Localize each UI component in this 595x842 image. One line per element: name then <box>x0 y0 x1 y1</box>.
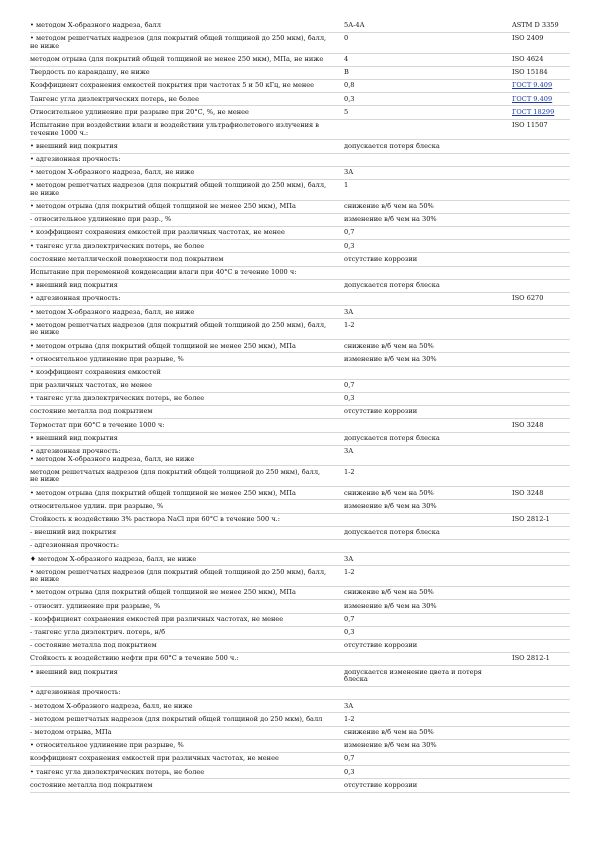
property-value: изменение в/б чем на 30% <box>344 213 512 226</box>
property-name: Стойкость к воздействию 3% раствора NaCl при 60°С в течение 500 ч.: <box>30 513 344 526</box>
table-row <box>30 240 570 253</box>
property-value: 0 <box>344 32 512 53</box>
property-name: • методом Х-образного надреза, балл, не ниже <box>30 166 344 179</box>
property-name: состояние металла под покрытием <box>30 779 344 792</box>
test-standard <box>512 319 570 340</box>
property-value: 1-2 <box>344 319 512 340</box>
property-name: Коэффициент сохранения емкостей покрытия при частотах 5 и 50 кГц, не менее <box>30 80 344 93</box>
property-value: 0,7 <box>344 613 512 626</box>
property-name: • относительное удлинение при разрыве, % <box>30 353 344 366</box>
table-row <box>30 739 570 752</box>
property-name: Испытание при переменной конденсации влаги при 40°С в течение 1000 ч: <box>30 266 344 279</box>
property-name: при различных частотах, не менее <box>30 379 344 392</box>
property-value: 3А <box>344 553 512 566</box>
test-standard <box>512 639 570 652</box>
property-value: снижение в/б чем на 50% <box>344 726 512 739</box>
property-value <box>344 293 512 306</box>
test-standard: ISO 11507 <box>512 119 570 140</box>
test-standard <box>512 526 570 539</box>
property-name: Твердость по карандашу, не ниже <box>30 66 344 79</box>
test-standard <box>512 279 570 292</box>
property-value <box>344 153 512 166</box>
property-value: отсутствие коррозии <box>344 253 512 266</box>
table-row <box>30 213 570 226</box>
property-name: Термостат при 60°С в течение 1000 ч: <box>30 419 344 432</box>
table-row <box>30 279 570 292</box>
property-name: Испытание при воздействии влаги и воздействии ультрафиолетового излучения в течение 1000 ч.: <box>30 119 344 140</box>
table-row <box>30 639 570 652</box>
test-standard: ISO 2812-1 <box>512 513 570 526</box>
test-standard <box>512 306 570 319</box>
table-row <box>30 366 570 379</box>
test-standard <box>512 466 570 487</box>
property-name: состояние металлической поверхности под покрытием <box>30 253 344 266</box>
test-standard <box>512 166 570 179</box>
table-row <box>30 153 570 166</box>
property-value: 0,7 <box>344 753 512 766</box>
test-standard <box>512 266 570 279</box>
table-row <box>30 200 570 213</box>
table-row <box>30 379 570 392</box>
standard-link[interactable]: ГОСТ 9.409 <box>512 81 553 90</box>
table-row <box>30 93 570 106</box>
property-value: 0,3 <box>344 240 512 253</box>
property-name: • методом отрыва (для покрытий общей толщиной не менее 250 мкм), МПа <box>30 487 344 500</box>
table-row <box>30 500 570 513</box>
test-standard <box>512 353 570 366</box>
table-row <box>30 700 570 713</box>
test-standard <box>512 566 570 587</box>
property-name: • методом отрыва (для покрытий общей толщиной не менее 250 мкм), МПа <box>30 587 344 600</box>
property-name: • внешний вид покрытия <box>30 279 344 292</box>
property-name: - относит. удлинение при разрыве, % <box>30 600 344 613</box>
table-row <box>30 566 570 587</box>
properties-table-body <box>30 22 570 792</box>
test-standard <box>512 406 570 419</box>
property-name: • методом решетчатых надрезов (для покрытий общей толщиной до 250 мкм), балл, не ниже <box>30 32 344 53</box>
property-name: ♦ методом Х-образного надреза, балл, не ниже <box>30 553 344 566</box>
property-value: 0,8 <box>344 80 512 93</box>
table-row <box>30 753 570 766</box>
property-name: методом решетчатых надрезов (для покрытий общей толщиной до 250 мкм), балл, не ниже <box>30 466 344 487</box>
property-name: - методом решетчатых надрезов (для покрытий общей толщиной до 250 мкм), балл <box>30 713 344 726</box>
table-row <box>30 106 570 119</box>
property-value: 0,3 <box>344 93 512 106</box>
property-name: - коэффициент сохранения емкостей при различных частотах, не менее <box>30 613 344 626</box>
test-standard: ISO 3248 <box>512 487 570 500</box>
property-value: В <box>344 66 512 79</box>
table-row <box>30 779 570 792</box>
property-value: снижение в/б чем на 50% <box>344 200 512 213</box>
property-name: • внешний вид покрытия <box>30 432 344 445</box>
table-row <box>30 353 570 366</box>
property-name: - адгезионная прочность: <box>30 540 344 553</box>
property-value: 3А <box>344 306 512 319</box>
test-standard: ISO 4624 <box>512 53 570 66</box>
test-standard <box>512 600 570 613</box>
property-value: отсутствие коррозии <box>344 779 512 792</box>
test-standard <box>512 687 570 700</box>
property-value: отсутствие коррозии <box>344 406 512 419</box>
table-row <box>30 179 570 200</box>
table-row <box>30 487 570 500</box>
properties-table <box>30 22 570 793</box>
property-value <box>344 419 512 432</box>
table-row <box>30 553 570 566</box>
table-row <box>30 626 570 639</box>
property-name: • методом отрыва (для покрытий общей толщиной не менее 250 мкм), МПа <box>30 200 344 213</box>
property-name: относительное удлин. при разрыве, % <box>30 500 344 513</box>
table-row <box>30 119 570 140</box>
property-name: • коэффициент сохранения емкостей <box>30 366 344 379</box>
property-value: 0,3 <box>344 392 512 405</box>
property-name: коэффициент сохранения емкостей при различных частотах, не менее <box>30 753 344 766</box>
test-standard <box>512 379 570 392</box>
property-name: Стойкость к воздействию нефти при 60°С в течение 500 ч.: <box>30 653 344 666</box>
test-standard <box>512 227 570 240</box>
property-value: 0,3 <box>344 626 512 639</box>
table-row <box>30 140 570 153</box>
table-row <box>30 613 570 626</box>
table-row <box>30 513 570 526</box>
table-row <box>30 600 570 613</box>
property-value: допускается потеря блеска <box>344 279 512 292</box>
test-standard: ISO 2812-1 <box>512 653 570 666</box>
test-standard <box>512 445 570 466</box>
property-value: изменение в/б чем на 30% <box>344 600 512 613</box>
test-standard <box>512 80 570 93</box>
table-row <box>30 713 570 726</box>
test-standard <box>512 432 570 445</box>
standard-link[interactable]: ГОСТ 9.409 <box>512 94 553 103</box>
property-name: Тангенс угла диэлектрических потерь, не более <box>30 93 344 106</box>
test-standard: ISO 6270 <box>512 293 570 306</box>
property-value: 1-2 <box>344 466 512 487</box>
property-value: снижение в/б чем на 50% <box>344 340 512 353</box>
property-name: состояние металла под покрытием <box>30 406 344 419</box>
table-row <box>30 80 570 93</box>
table-row <box>30 540 570 553</box>
test-standard <box>512 766 570 779</box>
property-value: 3А <box>344 166 512 179</box>
test-standard <box>512 392 570 405</box>
property-name: • адгезионная прочность: <box>30 293 344 306</box>
table-row <box>30 253 570 266</box>
test-standard <box>512 200 570 213</box>
test-standard <box>512 140 570 153</box>
property-name: • методом решетчатых надрезов (для покрытий общей толщиной до 250 мкм), балл, не ниже <box>30 179 344 200</box>
property-name: • методом решетчатых надрезов (для покрытий общей толщиной до 250 мкм), балл, не ниже <box>30 319 344 340</box>
table-row <box>30 227 570 240</box>
table-row <box>30 66 570 79</box>
test-standard <box>512 739 570 752</box>
property-name: • тангенс угла диэлектрических потерь, не более <box>30 392 344 405</box>
table-row <box>30 32 570 53</box>
table-row <box>30 419 570 432</box>
property-value: 1-2 <box>344 566 512 587</box>
property-value: допускается изменение цвета и потеря блеска <box>344 666 512 687</box>
table-row <box>30 306 570 319</box>
table-row <box>30 587 570 600</box>
property-name: • тангенс угла диэлектрических потерь, не более <box>30 240 344 253</box>
table-row <box>30 392 570 405</box>
property-value <box>344 119 512 140</box>
property-value: 1 <box>344 179 512 200</box>
property-value <box>344 653 512 666</box>
table-row <box>30 666 570 687</box>
property-name: - внешний вид покрытия <box>30 526 344 539</box>
property-name: методом отрыва (для покрытий общей толщиной не менее 250 мкм), МПа, не ниже <box>30 53 344 66</box>
property-name: • внешний вид покрытия <box>30 666 344 687</box>
table-row <box>30 53 570 66</box>
test-standard: ISO 15184 <box>512 66 570 79</box>
table-row <box>30 466 570 487</box>
property-value: изменение в/б чем на 30% <box>344 500 512 513</box>
table-row <box>30 293 570 306</box>
property-name: • внешний вид покрытия <box>30 140 344 153</box>
test-standard <box>512 779 570 792</box>
test-standard <box>512 366 570 379</box>
property-value: снижение в/б чем на 50% <box>344 487 512 500</box>
property-value: 0,3 <box>344 766 512 779</box>
property-value: 5 <box>344 106 512 119</box>
test-standard: ASTM D 3359 <box>512 22 570 32</box>
property-value: допускается потеря блеска <box>344 526 512 539</box>
property-name: • коэффициент сохранения емкостей при различных частотах, не менее <box>30 227 344 240</box>
property-name: • методом решетчатых надрезов (для покрытий общей толщиной до 250 мкм), балл, не ниже <box>30 566 344 587</box>
property-value: 1-2 <box>344 713 512 726</box>
test-standard <box>512 153 570 166</box>
test-standard <box>512 553 570 566</box>
table-row <box>30 653 570 666</box>
property-value: 0,7 <box>344 227 512 240</box>
table-row <box>30 526 570 539</box>
property-value <box>344 687 512 700</box>
table-row <box>30 766 570 779</box>
test-standard: ISO 3248 <box>512 419 570 432</box>
property-value <box>344 540 512 553</box>
property-name: - методом отрыва, МПа <box>30 726 344 739</box>
property-value: изменение в/б чем на 30% <box>344 739 512 752</box>
property-value: отсутствие коррозии <box>344 639 512 652</box>
property-value <box>344 266 512 279</box>
test-standard <box>512 700 570 713</box>
test-standard <box>512 587 570 600</box>
table-row <box>30 445 570 466</box>
test-standard <box>512 240 570 253</box>
table-row <box>30 432 570 445</box>
property-value: допускается потеря блеска <box>344 432 512 445</box>
property-name: • адгезионная прочность: <box>30 687 344 700</box>
property-value: изменение в/б чем на 30% <box>344 353 512 366</box>
test-standard <box>512 93 570 106</box>
property-name: Относительное удлинение при разрыве при 20°С, %, не менее <box>30 106 344 119</box>
table-row <box>30 406 570 419</box>
property-value <box>344 513 512 526</box>
property-name: - состояние металла под покрытием <box>30 639 344 652</box>
test-standard <box>512 213 570 226</box>
table-row <box>30 166 570 179</box>
test-standard <box>512 500 570 513</box>
property-value: снижение в/б чем на 50% <box>344 587 512 600</box>
table-row <box>30 22 570 32</box>
test-standard <box>512 179 570 200</box>
property-value: 3А <box>344 700 512 713</box>
table-row <box>30 726 570 739</box>
property-value: 4 <box>344 53 512 66</box>
test-standard <box>512 753 570 766</box>
standard-link[interactable]: ГОСТ 18299 <box>512 107 555 116</box>
table-row <box>30 687 570 700</box>
test-standard <box>512 666 570 687</box>
test-standard <box>512 540 570 553</box>
test-standard <box>512 106 570 119</box>
property-name: • тангенс угла диэлектрических потерь, не более <box>30 766 344 779</box>
test-standard <box>512 253 570 266</box>
test-standard: ISO 2409 <box>512 32 570 53</box>
property-value: допускается потеря блеска <box>344 140 512 153</box>
property-value: 3А <box>344 445 512 466</box>
test-standard <box>512 626 570 639</box>
property-value: 0,7 <box>344 379 512 392</box>
test-standard <box>512 613 570 626</box>
property-name: • методом отрыва (для покрытий общей толщиной не менее 250 мкм), МПа <box>30 340 344 353</box>
property-value: 5А-4А <box>344 22 512 32</box>
property-name: • методом Х-образного надреза, балл, не ниже <box>30 306 344 319</box>
property-name: - методом Х-образного надреза, балл, не ниже <box>30 700 344 713</box>
property-name: • адгезионная прочность: <box>30 153 344 166</box>
property-name: - тангенс угла диэлектрич. потерь, н/б <box>30 626 344 639</box>
property-name: • относительное удлинение при разрыве, % <box>30 739 344 752</box>
property-name: • адгезионная прочность: • методом Х-образного надреза, балл, не ниже <box>30 445 344 466</box>
test-standard <box>512 713 570 726</box>
test-standard <box>512 726 570 739</box>
property-value <box>344 366 512 379</box>
table-row <box>30 340 570 353</box>
table-row <box>30 266 570 279</box>
table-row <box>30 319 570 340</box>
property-name: - относительное удлинение при разр., % <box>30 213 344 226</box>
property-name: • методом Х-образного надреза, балл <box>30 22 344 32</box>
test-standard <box>512 340 570 353</box>
